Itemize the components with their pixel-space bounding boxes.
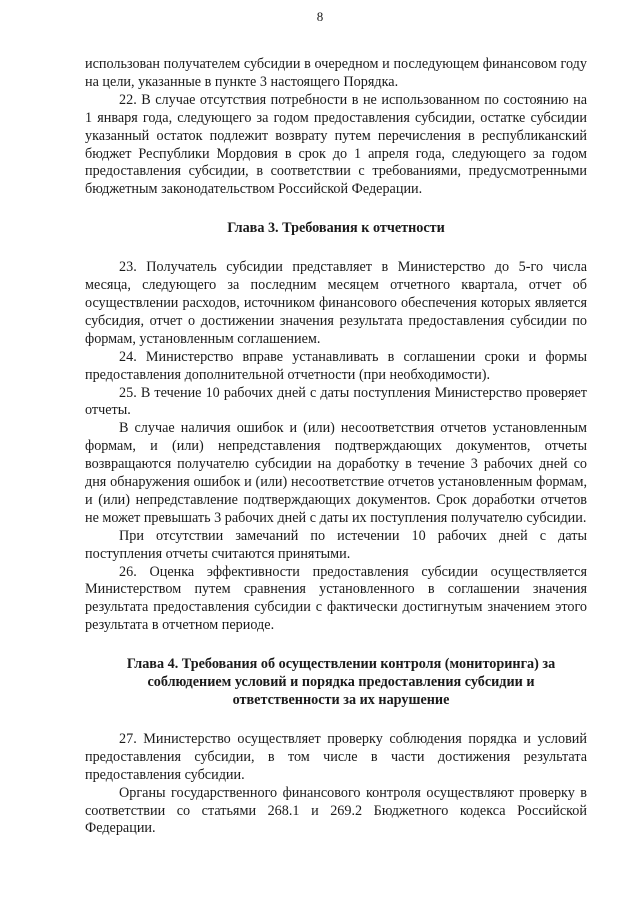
paragraph-22: 22. В случае отсутствия потребности в не использованном по состоянию на 1 января года, следующего за годом предоставления субсидии, остатке субсидии указанный остаток подлежит возврату путем перечисления в республиканский бюджет Республики Мордовия в срок до 1 апреля года, следующего за годом предоставления субсидии, в соответствии с требованиями, предусмотренными бюджетным законодательством Российской Федерации. bbox=[85, 91, 587, 198]
chapter-4-heading-line-2: соблюдением условий и порядка предоставления субсидии и bbox=[147, 674, 535, 691]
chapter-3-heading: Глава 3. Требования к отчетности bbox=[227, 220, 445, 237]
chapter-4-heading-line-3: ответственности за их нарушение bbox=[232, 692, 450, 708]
chapter-4-heading bbox=[85, 656, 587, 710]
paragraph-25-errors: В случае наличия ошибок и (или) несоответствия отчетов установленным формам, и (или) непредставления подтверждающих документов, отчеты возвращаются получателю субсидии на доработку в течение 3 рабочих дней со дня обнаружения ошибок и (или) несоответствие отчетов установленным формам, и (или) непредставление подтверждающих документов. Срок доработки отчетов не может превышать 3 рабочих дней с даты их поступления получателю субсидии. bbox=[85, 420, 587, 526]
paragraph-25-accepted: При отсутствии замечаний по истечении 10 рабочих дней с даты поступления отчеты считаются принятыми. bbox=[85, 527, 587, 562]
paragraph-23: 23. Получатель субсидии представляет в Министерство до 5-го числа месяца, следующего за последним месяцем отчетного квартала, отчет об осуществлении расходов, источником финансового обеспечения которых является субсидия, отчет о достижении значения результата предоставления субсидии по формам, установленным соглашением. bbox=[85, 259, 587, 347]
paragraph-continuation: использован получателем субсидии в очередном и последующем финансовом году на цели, указанные в пункте 3 настоящего Порядка. bbox=[85, 56, 587, 90]
chapter-4-heading-line-1: Глава 4. Требования об осуществлении контроля (мониторинга) за bbox=[126, 656, 556, 673]
paragraph-25: 25. В течение 10 рабочих дней с даты поступления Министерство проверяет отчеты. bbox=[85, 384, 587, 419]
page-content bbox=[85, 56, 587, 838]
paragraph-27-control: Органы государственного финансового контроля осуществляют проверку в соответствии со статьями 268.1 и 269.2 Бюджетного кодекса Российской Федерации. bbox=[85, 784, 587, 837]
paragraph-27: 27. Министерство осуществляет проверку соблюдения порядка и условий предоставления субсидии, в том числе в части достижения результата предоставления субсидии. bbox=[85, 730, 587, 783]
page-number: 8 bbox=[316, 9, 324, 24]
paragraph-26: 26. Оценка эффективности предоставления субсидии осуществляется Министерством путем сравнения установленного в соглашении значения результата предоставления субсидии с фактически достигнутым значением этого результата в отчетном периоде. bbox=[85, 563, 587, 634]
paragraph-24: 24. Министерство вправе устанавливать в соглашении сроки и формы предоставления дополнительной отчетности (при необходимости). bbox=[85, 348, 587, 383]
